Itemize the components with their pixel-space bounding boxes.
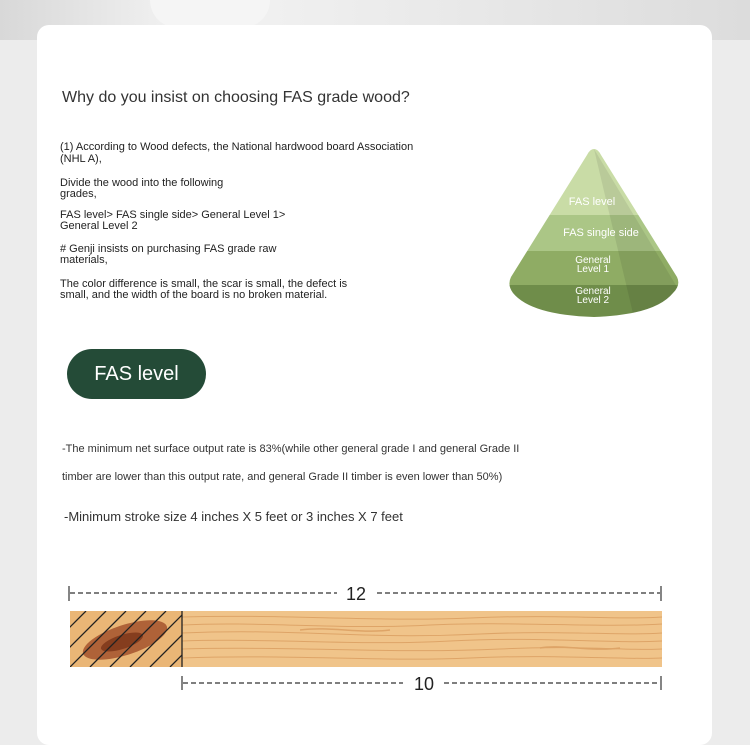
- pyramid-label-general-2b: Level 2: [576, 295, 610, 306]
- board-dimension-diagram: [0, 570, 750, 700]
- pyramid-label-fas: FAS level: [568, 196, 616, 208]
- background-notch: [150, 0, 270, 28]
- pyramid-label-general-2a: General: [575, 286, 611, 297]
- pyramid-label-general-1a: General: [575, 255, 611, 266]
- paragraph-3-line-1: FAS level> FAS single side> General Level 1>: [60, 209, 286, 221]
- paragraph-5-line-2: small, and the width of the board is no broken material.: [60, 289, 328, 301]
- grade-pyramid: [505, 147, 683, 322]
- paragraph-1-line-2: (NHL A),: [60, 153, 102, 165]
- pyramid-label-general-1b: Level 1: [576, 264, 610, 275]
- pyramid-label-fas-single: FAS single side: [563, 227, 639, 239]
- paragraph-1-line-1: (1) According to Wood defects, the National hardwood board Association: [60, 141, 414, 153]
- paragraph-2-line-1: Divide the wood into the following: [60, 177, 224, 189]
- note-line-2: timber are lower than this output rate, and general Grade II timber is even lower than 50%): [62, 471, 503, 483]
- dim-bottom-label: 10: [413, 674, 435, 694]
- fas-level-badge: FAS level: [67, 349, 206, 399]
- paragraph-2-line-2: grades,: [60, 188, 97, 200]
- paragraph-4-line-1: # Genji insists on purchasing FAS grade raw: [60, 243, 277, 255]
- page-heading: Why do you insist on choosing FAS grade wood?: [62, 89, 410, 106]
- paragraph-3-line-2: General Level 2: [60, 220, 138, 232]
- dim-top-label: 12: [345, 584, 367, 604]
- note-line-1: -The minimum net surface output rate is 83%(while other general grade I and general Grade II: [62, 443, 520, 455]
- paragraph-5-line-1: The color difference is small, the scar is small, the defect is: [60, 278, 348, 290]
- paragraph-4-line-2: materials,: [60, 254, 108, 266]
- note-line-3: -Minimum stroke size 4 inches X 5 feet or 3 inches X 7 feet: [64, 509, 403, 524]
